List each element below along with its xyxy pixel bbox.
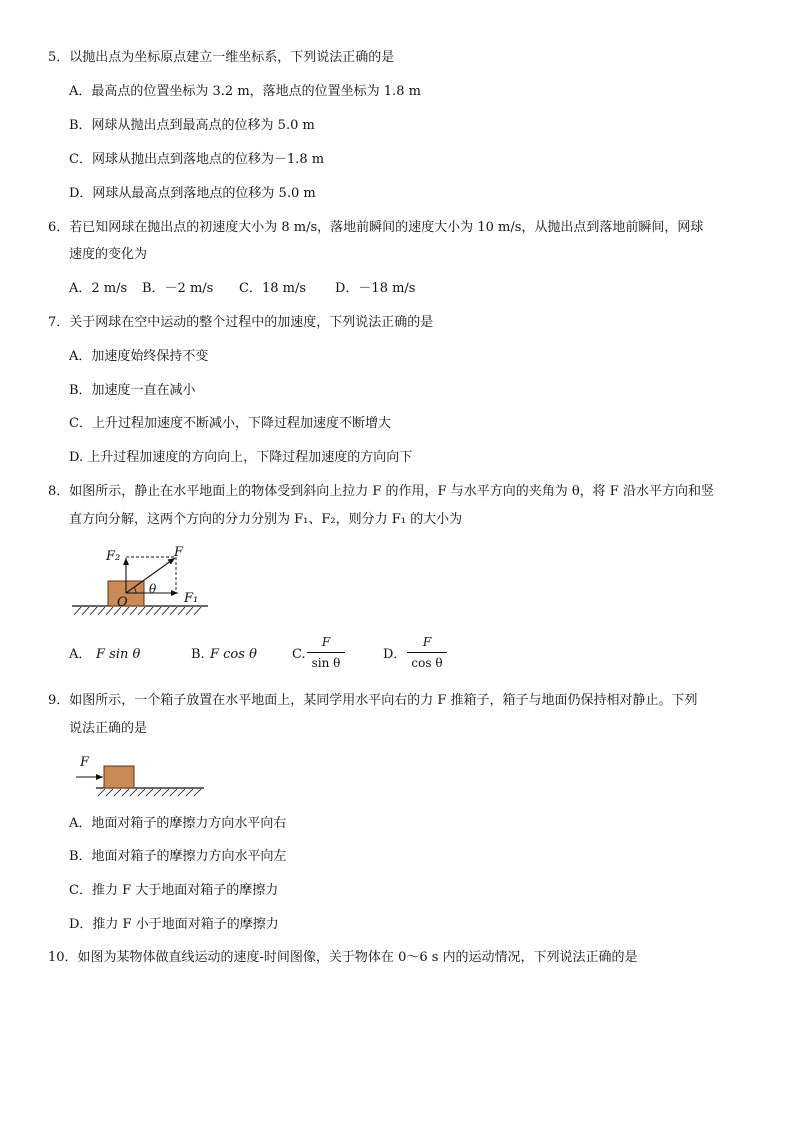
q9-stem-continued: 说法正确的是 [69, 721, 148, 736]
q8-option-d-numerator: F [422, 635, 432, 649]
q8-option-a-expr: F sin θ [96, 647, 141, 662]
f-label: F [174, 545, 184, 560]
q8-option-c-label: C. [292, 647, 306, 662]
q7-option-a: A．加速度始终保持不变 [69, 349, 209, 364]
q9-f-label: F [80, 755, 90, 770]
ground-hatching [98, 789, 201, 796]
box [104, 766, 134, 788]
q6-stem: 6．若已知网球在抛出点的初速度大小为 8 m/s，落地前瞬间的速度大小为 10 m/s，从抛出点到落地前瞬间，网球 [48, 220, 704, 235]
ground-hatching [74, 607, 201, 615]
origin-label: O [117, 595, 128, 610]
q9-option-b: B．地面对箱子的摩擦力方向水平向左 [69, 849, 287, 864]
q7-option-b: B．加速度一直在减小 [69, 383, 196, 398]
q6-option-c: C．18 m/s [239, 281, 306, 296]
q8-option-a-label: A． [69, 647, 92, 662]
q9-push-diagram [96, 755, 206, 797]
f2-label: F₂ [106, 549, 121, 564]
q5-option-d: D．网球从最高点到落地点的位移为 5.0 m [69, 186, 316, 201]
q5-option-a: A．最高点的位置坐标为 3.2 m，落地点的位置坐标为 1.8 m [69, 84, 421, 99]
q5-option-c: C．网球从抛出点到落地点的位移为－1.8 m [69, 152, 325, 167]
q9-push-arrow-shaft [76, 755, 106, 785]
q8-option-d-label: D． [383, 647, 407, 662]
q8-option-b-expr: F cos θ [210, 647, 257, 662]
q8-option-b-label: B. [191, 647, 205, 662]
q6-option-b: B．－2 m/s [142, 281, 214, 296]
q7-option-d: D. 上升过程加速度的方向向上，下降过程加速度的方向向下 [69, 450, 413, 465]
q8-option-d-fraction [407, 634, 447, 671]
theta-label: θ [149, 582, 157, 596]
q8-stem: 8．如图所示，静止在水平地面上的物体受到斜向上拉力 F 的作用，F 与水平方向的夹角为 θ，将 F 沿水平方向和竖 [48, 484, 714, 499]
q9-option-d: D．推力 F 小于地面对箱子的摩擦力 [69, 917, 279, 932]
q8-option-d-denominator: cos θ [411, 656, 443, 670]
q9-option-a: A．地面对箱子的摩擦力方向水平向右 [69, 816, 287, 831]
q8-option-c-denominator: sin θ [311, 656, 341, 670]
f1-label: F₁ [184, 591, 199, 606]
q6-option-d: D．－18 m/s [335, 281, 416, 296]
fraction-bar [307, 652, 345, 653]
q9-diagram-drawing [96, 755, 206, 797]
q8-option-c-numerator: F [321, 635, 331, 649]
q6-options [69, 280, 469, 298]
q5-stem: 5．以抛出点为坐标原点建立一维坐标系，下列说法正确的是 [48, 50, 395, 65]
q10-stem: 10．如图为某物体做直线运动的速度-时间图像，关于物体在 0～6 s 内的运动情况，下列说法正确的是 [48, 950, 638, 965]
q9-option-c: C．推力 F 大于地面对箱子的摩擦力 [69, 883, 279, 898]
q6-stem-continued: 速度的变化为 [69, 247, 148, 262]
q7-option-c: C．上升过程加速度不断减小，下降过程加速度不断增大 [69, 416, 391, 431]
q8-option-c-fraction [307, 634, 345, 671]
q9-stem: 9．如图所示，一个箱子放置在水平地面上，某同学用水平向右的力 F 推箱子，箱子与地面仍保持相对静止。下列 [48, 693, 698, 708]
q5-option-b: B．网球从抛出点到最高点的位移为 5.0 m [69, 118, 315, 133]
q8-stem-continued: 直方向分解，这两个方向的分力分别为 F₁、F₂，则分力 F₁ 的大小为 [69, 512, 463, 527]
fraction-bar [407, 652, 447, 653]
q8-force-diagram [70, 545, 210, 617]
q6-option-a: A．2 m/s [69, 281, 128, 296]
q7-stem: 7．关于网球在空中运动的整个过程中的加速度，下列说法正确的是 [48, 315, 434, 330]
